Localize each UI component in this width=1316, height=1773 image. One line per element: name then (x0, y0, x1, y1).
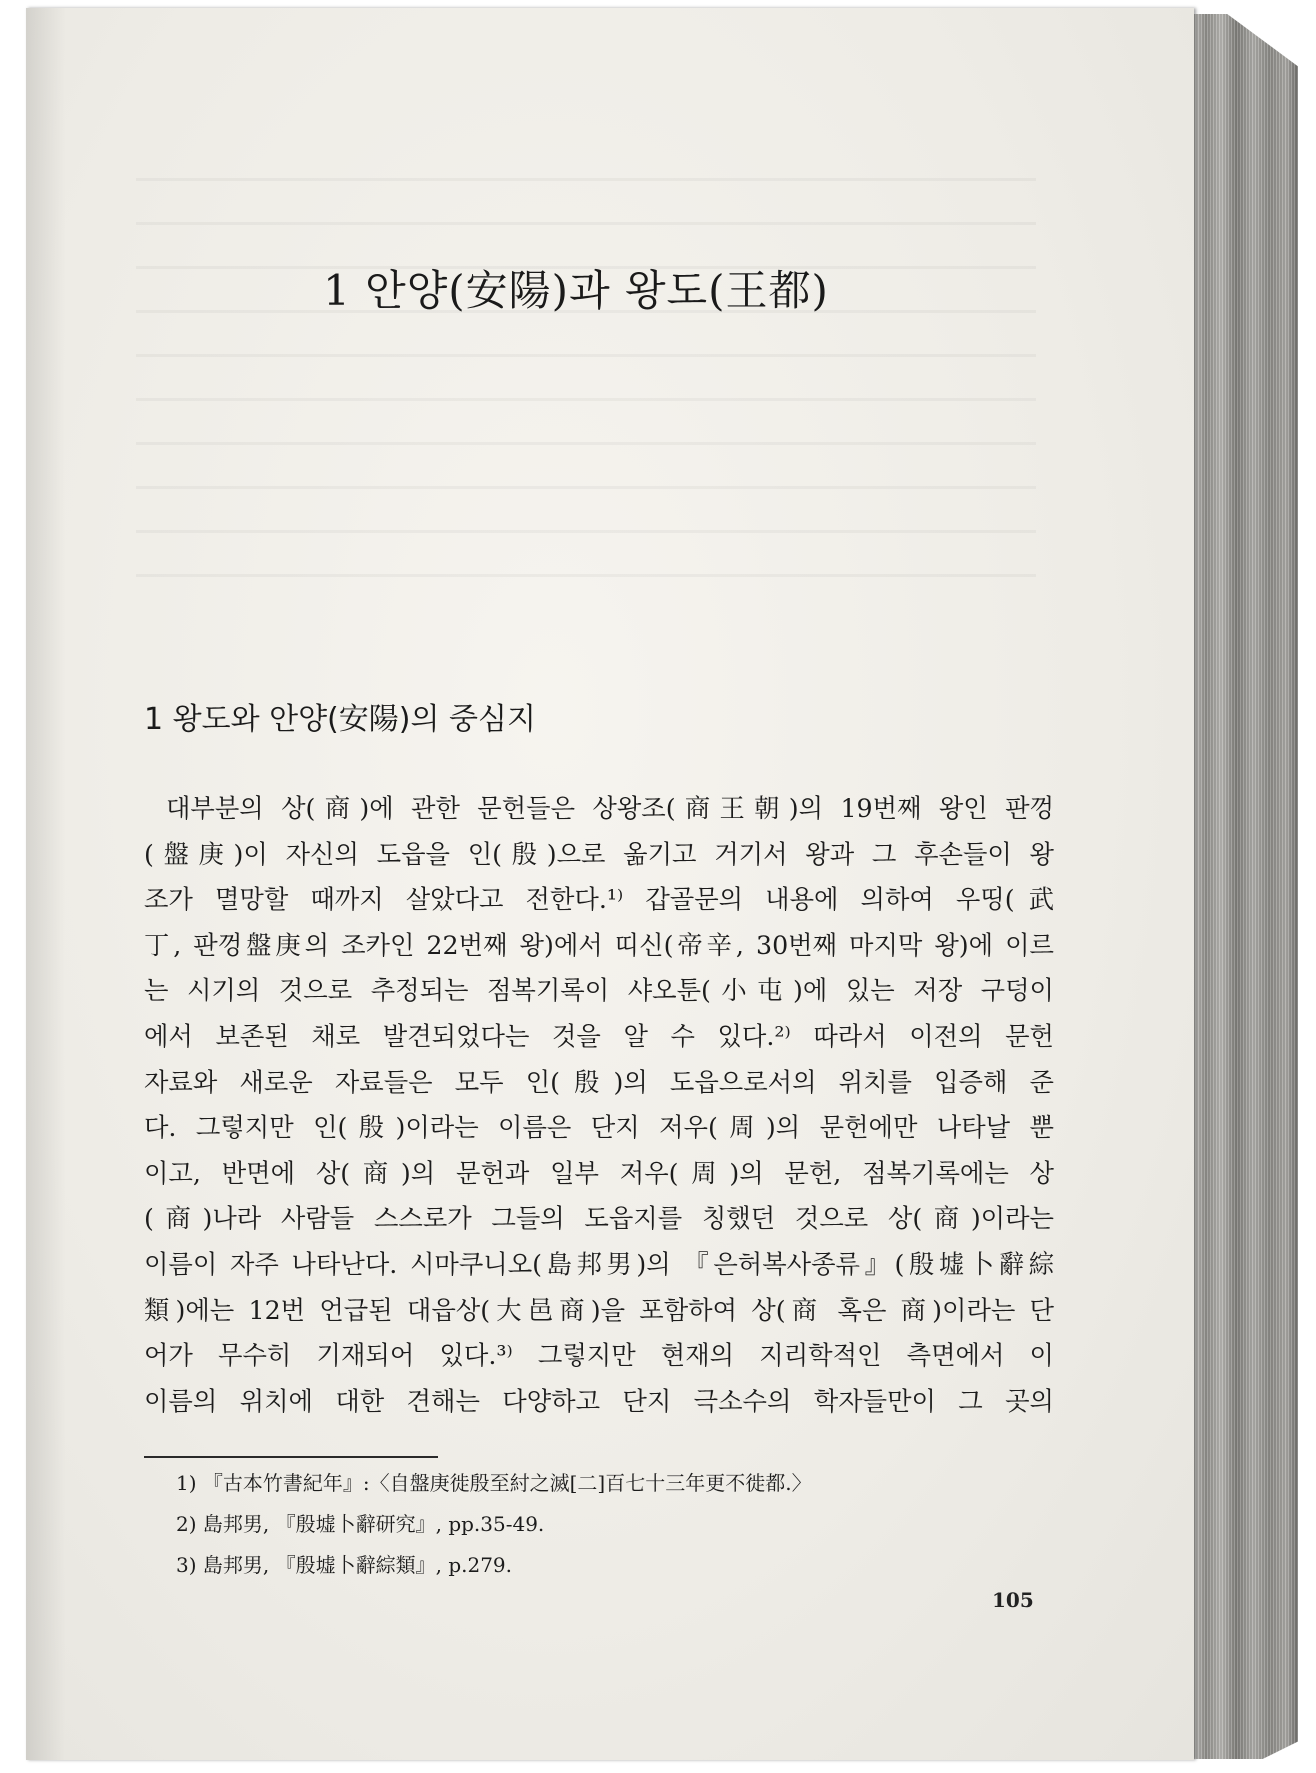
body-line: 이름의 위치에 대한 견해는 다양하고 단지 극소수의 학자들만이 그 곳의 (144, 1386, 1054, 1416)
footnote-3: 3) 島邦男, 『殷墟卜辭綜類』, p.279. (176, 1553, 513, 1577)
body-line: 대부분의 상(商)에 관한 문헌들은 상왕조(商王朝)의 19번째 왕인 판껑 (166, 794, 1054, 823)
body-line: 이고, 반면에 상(商)의 문헌과 일부 저우(周)의 문헌, 점복기록에는 상 (144, 1158, 1054, 1188)
page-edges (1180, 14, 1298, 1759)
body-line: 에서 보존된 채로 발견되었다는 것을 알 수 있다.²⁾ 따라서 이전의 문헌 (144, 1021, 1054, 1051)
footnote-1: 1) 『古本竹書紀年』:〈自盤庚徙殷至紂之滅[二]百七十三年更不徙都.〉 (176, 1471, 812, 1495)
body-paragraph (144, 786, 1054, 1424)
body-line: 자료와 새로운 자료들은 모두 인(殷)의 도읍으로서의 위치를 입증해 준 (144, 1067, 1054, 1097)
footnotes (176, 1463, 812, 1586)
body-line: (盤庚)이 자신의 도읍을 인(殷)으로 옮기고 거기서 왕과 그 후손들이 왕 (144, 839, 1054, 869)
body-line: 다. 그렇지만 인(殷)이라는 이름은 단지 저우(周)의 문헌에만 나타날 뿐 (144, 1113, 1054, 1143)
body-line: 는 시기의 것으로 추정되는 점복기록이 샤오툰(小屯)에 있는 저장 구덩이 (144, 976, 1054, 1006)
body-line: 어가 무수히 기재되어 있다.³⁾ 그렇지만 현재의 지리학적인 측면에서 이 (144, 1341, 1054, 1371)
body-line: 이름이 자주 나타난다. 시마쿠니오(島邦男)의 『은허복사종류』(殷墟卜辭綜 (144, 1249, 1054, 1279)
section-title: 1 왕도와 안양(安陽)의 중심지 (144, 702, 536, 737)
book-page (26, 8, 1194, 1760)
body-line: (商)나라 사람들 스스로가 그들의 도읍지를 칭했던 것으로 상(商)이라는 (144, 1204, 1054, 1234)
footnote-2: 2) 島邦男, 『殷墟卜辭研究』, pp.35-49. (176, 1512, 545, 1536)
body-line: 丁, 판껑盤庚의 조카인 22번째 왕)에서 띠신(帝辛, 30번째 마지막 왕)에 이르 (144, 930, 1054, 960)
body-line: 조가 멸망할 때까지 살았다고 전한다.¹⁾ 갑골문의 내용에 의하여 우띵(武 (144, 885, 1054, 915)
body-line: 類)에는 12번 언급된 대읍상(大邑商)을 포함하여 상(商 혹은 商)이라는 단 (144, 1295, 1054, 1325)
bleed-through-text (136, 178, 1036, 598)
chapter-title: 1 안양(安陽)과 왕도(王都) (323, 266, 829, 315)
footnote-divider (144, 1456, 438, 1458)
page-number: 105 (992, 1588, 1034, 1612)
